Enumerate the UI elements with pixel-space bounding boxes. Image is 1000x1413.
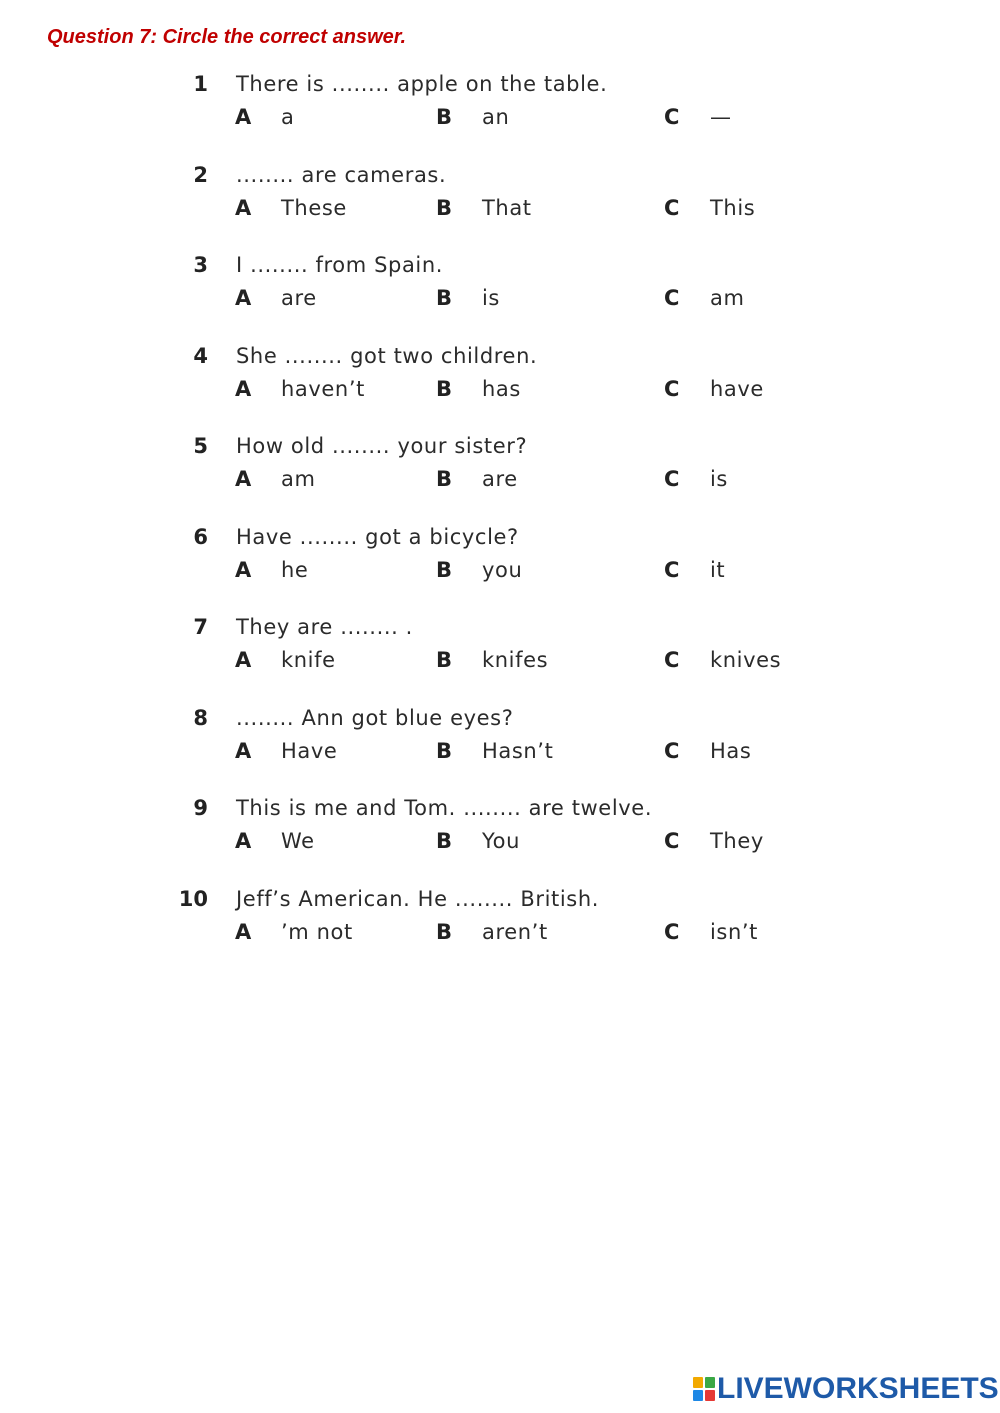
answer-option-c[interactable]: [664, 105, 732, 129]
option-text: knife: [281, 648, 336, 672]
exercise-heading: Question 7: Circle the correct answer.: [47, 26, 407, 48]
question-number: 6: [193, 525, 208, 549]
answer-option-c[interactable]: [664, 377, 764, 401]
answer-option-b[interactable]: [436, 467, 518, 491]
option-text: isn’t: [710, 920, 758, 944]
option-letter: C: [664, 920, 680, 944]
option-text: These: [281, 196, 347, 220]
option-letter: A: [235, 829, 252, 853]
answer-option-a[interactable]: [235, 467, 316, 491]
option-text: he: [281, 558, 309, 582]
option-letter: A: [235, 920, 252, 944]
logo-text: LIVEWORKSHEETS: [717, 1372, 999, 1405]
question-number: 10: [178, 887, 208, 911]
option-letter: A: [235, 377, 252, 401]
option-text: —: [710, 105, 732, 129]
answer-option-b[interactable]: [436, 829, 520, 853]
question-text: ........ are cameras.: [236, 163, 447, 187]
option-letter: B: [436, 829, 453, 853]
question-number: 8: [193, 706, 208, 730]
answer-option-c[interactable]: [664, 467, 728, 491]
question-number: 4: [193, 344, 208, 368]
question-number: 1: [193, 72, 208, 96]
question-number: 5: [193, 434, 208, 458]
question-number: 3: [193, 253, 208, 277]
answer-option-b[interactable]: [436, 377, 521, 401]
option-text: That: [482, 196, 532, 220]
option-letter: A: [235, 196, 252, 220]
option-letter: A: [235, 739, 252, 763]
option-letter: C: [664, 558, 680, 582]
answer-option-c[interactable]: [664, 739, 751, 763]
option-text: has: [482, 377, 521, 401]
question-text: She ........ got two children.: [236, 344, 538, 368]
answer-option-a[interactable]: [235, 739, 337, 763]
option-letter: B: [436, 648, 453, 672]
option-text: We: [281, 829, 315, 853]
option-letter: C: [664, 286, 680, 310]
option-letter: B: [436, 105, 453, 129]
option-letter: C: [664, 829, 680, 853]
answer-option-b[interactable]: [436, 558, 522, 582]
option-letter: B: [436, 467, 453, 491]
option-text: haven’t: [281, 377, 365, 401]
question-number: 9: [193, 796, 208, 820]
option-letter: B: [436, 196, 453, 220]
option-letter: A: [235, 286, 252, 310]
question-item: [0, 163, 1000, 243]
answer-option-b[interactable]: [436, 920, 548, 944]
option-text: aren’t: [482, 920, 548, 944]
answer-option-c[interactable]: [664, 558, 725, 582]
question-text: They are ........ .: [236, 615, 413, 639]
option-letter: C: [664, 467, 680, 491]
answer-option-a[interactable]: [235, 286, 317, 310]
question-item: [0, 253, 1000, 333]
option-letter: A: [235, 105, 252, 129]
question-text: Jeff’s American. He ........ British.: [236, 887, 600, 911]
option-text: are: [482, 467, 518, 491]
question-item: [0, 344, 1000, 424]
option-text: a: [281, 105, 295, 129]
option-letter: C: [664, 196, 680, 220]
option-text: This: [710, 196, 756, 220]
option-text: They: [710, 829, 764, 853]
option-text: it: [710, 558, 726, 582]
answer-option-a[interactable]: [235, 196, 347, 220]
question-text: This is me and Tom. ........ are twelve.: [236, 796, 653, 820]
option-letter: C: [664, 739, 680, 763]
answer-option-a[interactable]: [235, 829, 315, 853]
answer-option-a[interactable]: [235, 377, 365, 401]
answer-option-a[interactable]: [235, 558, 308, 582]
answer-option-b[interactable]: [436, 286, 500, 310]
question-text: ........ Ann got blue eyes?: [236, 706, 514, 730]
option-text: knives: [710, 648, 782, 672]
option-text: am: [710, 286, 745, 310]
answer-option-b[interactable]: [436, 739, 553, 763]
answer-option-c[interactable]: [664, 920, 758, 944]
option-letter: B: [436, 739, 453, 763]
answer-option-c[interactable]: [664, 196, 755, 220]
option-text: Hasn’t: [482, 739, 554, 763]
option-text: is: [482, 286, 500, 310]
answer-option-a[interactable]: [235, 105, 294, 129]
option-text: Have: [281, 739, 338, 763]
question-number: 2: [193, 163, 208, 187]
question-item: [0, 525, 1000, 605]
question-item: [0, 706, 1000, 786]
answer-option-c[interactable]: [664, 648, 781, 672]
answer-option-a[interactable]: [235, 920, 353, 944]
answer-option-b[interactable]: [436, 648, 548, 672]
liveworksheets-logo-icon: [693, 1377, 715, 1401]
answer-option-b[interactable]: [436, 196, 532, 220]
question-item: [0, 434, 1000, 514]
question-text: I ........ from Spain.: [236, 253, 444, 277]
answer-option-c[interactable]: [664, 829, 764, 853]
option-text: an: [482, 105, 510, 129]
option-text: Has: [710, 739, 752, 763]
option-letter: B: [436, 286, 453, 310]
answer-option-b[interactable]: [436, 105, 509, 129]
option-text: You: [482, 829, 520, 853]
question-item: [0, 796, 1000, 876]
option-text: is: [710, 467, 728, 491]
option-letter: A: [235, 467, 252, 491]
option-text: am: [281, 467, 316, 491]
question-text: Have ........ got a bicycle?: [236, 525, 519, 549]
option-letter: C: [664, 377, 680, 401]
option-letter: C: [664, 648, 680, 672]
option-letter: B: [436, 377, 453, 401]
question-item: [0, 72, 1000, 152]
answer-option-c[interactable]: [664, 286, 745, 310]
liveworksheets-logo: [693, 1374, 999, 1404]
option-letter: B: [436, 558, 453, 582]
question-number: 7: [193, 615, 208, 639]
option-letter: B: [436, 920, 453, 944]
option-text: you: [482, 558, 523, 582]
option-letter: A: [235, 648, 252, 672]
question-item: [0, 887, 1000, 967]
option-letter: C: [664, 105, 680, 129]
question-text: How old ........ your sister?: [236, 434, 528, 458]
answer-option-a[interactable]: [235, 648, 336, 672]
question-text: There is ........ apple on the table.: [236, 72, 608, 96]
question-item: [0, 615, 1000, 695]
option-text: have: [710, 377, 764, 401]
option-text: ’m not: [281, 920, 353, 944]
option-text: knifes: [482, 648, 549, 672]
option-text: are: [281, 286, 317, 310]
option-letter: A: [235, 558, 252, 582]
